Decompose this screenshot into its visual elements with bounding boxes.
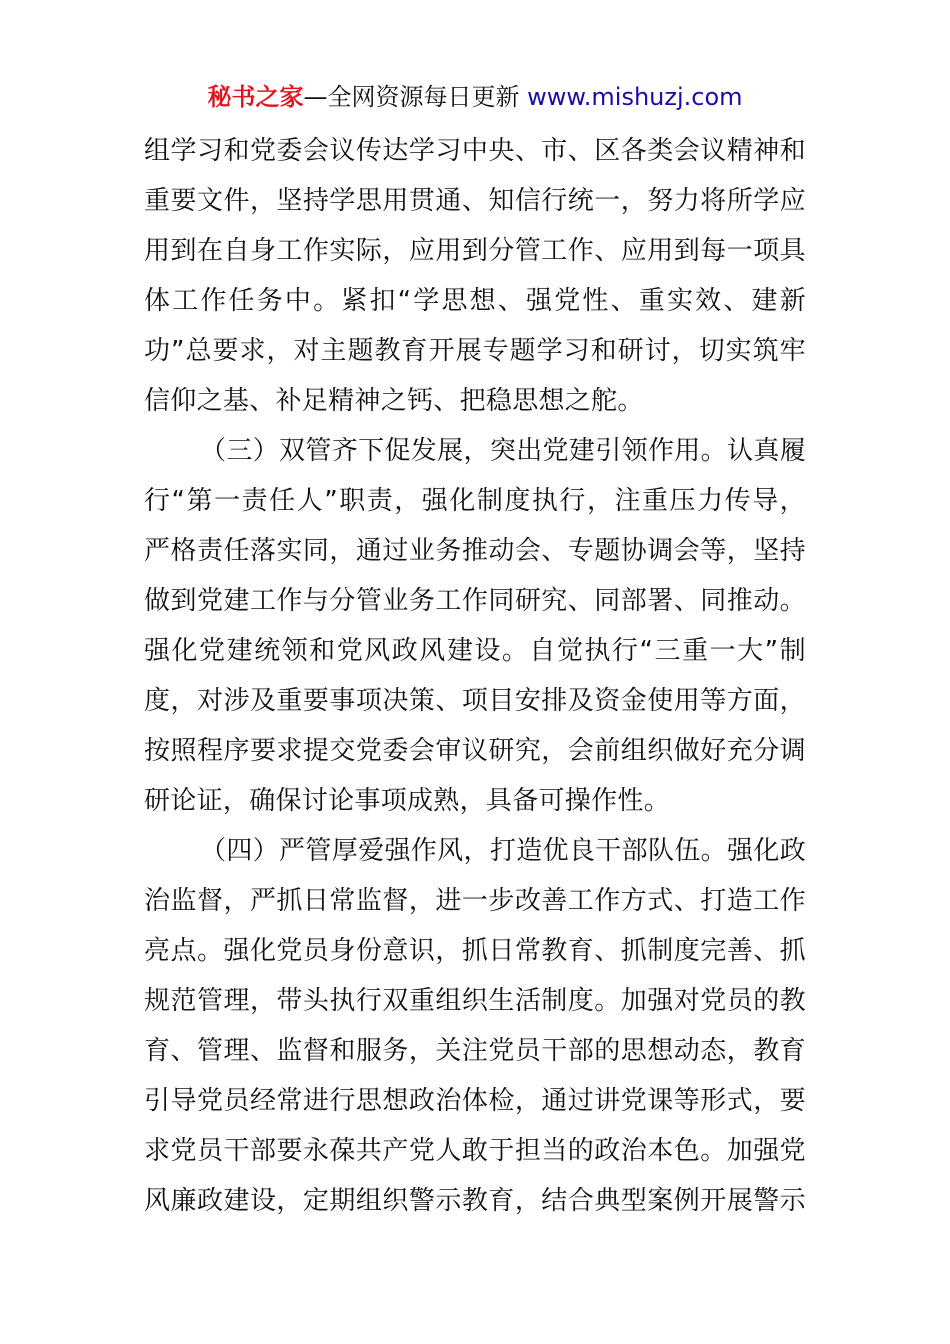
text-line: 治监督，严抓日常监督，进一步改善工作方式、打造工作 xyxy=(144,886,806,916)
text-line: 强化党建统领和党风政风建设。自觉执行“三重一大”制 xyxy=(144,636,806,666)
header-brand: 秘书之家 xyxy=(207,83,304,111)
text-line: 引导党员经常进行思想政治体检，通过讲党课等形式，要 xyxy=(144,1086,806,1116)
text-line: 亮点。强化党员身份意识，抓日常教育、抓制度完善、抓 xyxy=(144,936,806,966)
header-tagline: —全网资源每日更新 xyxy=(303,83,528,111)
document-body xyxy=(144,126,806,1226)
text-line: 规范管理，带头执行双重组织生活制度。加强对党员的教 xyxy=(144,986,806,1016)
section-heading-line: （三）双管齐下促发展，突出党建引领作用。认真履 xyxy=(200,436,806,466)
text-line: 信仰之基、补足精神之钙、把稳思想之舵。 xyxy=(144,386,644,416)
text-line: 功”总要求，对主题教育开展专题学习和研讨，切实筑牢 xyxy=(144,336,806,366)
text-line: 组学习和党委会议传达学习中央、市、区各类会议精神和 xyxy=(144,136,806,166)
text-line: 用到在自身工作实际，应用到分管工作、应用到每一项具 xyxy=(144,236,806,266)
text-line: 严格责任落实同，通过业务推动会、专题协调会等，坚持 xyxy=(144,536,806,566)
text-line: 求党员干部要永葆共产党人敢于担当的政治本色。加强党 xyxy=(144,1136,806,1166)
text-line: 行“第一责任人”职责，强化制度执行，注重压力传导， xyxy=(144,486,806,516)
text-line: 度，对涉及重要事项决策、项目安排及资金使用等方面， xyxy=(144,686,806,716)
text-line: 重要文件，坚持学思用贯通、知信行统一，努力将所学应 xyxy=(144,186,806,216)
text-line: 研论证，确保讨论事项成熟，具备可操作性。 xyxy=(144,786,671,816)
text-line: 育、管理、监督和服务，关注党员干部的思想动态，教育 xyxy=(144,1036,806,1066)
header-url-link[interactable]: www.mishuzj.com xyxy=(527,83,743,111)
text-line: 做到党建工作与分管业务工作同研究、同部署、同推动。 xyxy=(144,586,806,616)
page-header xyxy=(0,80,950,114)
section-heading-line: （四）严管厚爱强作风，打造优良干部队伍。强化政 xyxy=(200,836,806,866)
text-line: 体工作任务中。紧扣“学思想、强党性、重实效、建新 xyxy=(144,286,806,316)
text-line: 按照程序要求提交党委会审议研究，会前组织做好充分调 xyxy=(144,736,806,766)
text-line: 风廉政建设，定期组织警示教育，结合典型案例开展警示 xyxy=(144,1186,806,1216)
